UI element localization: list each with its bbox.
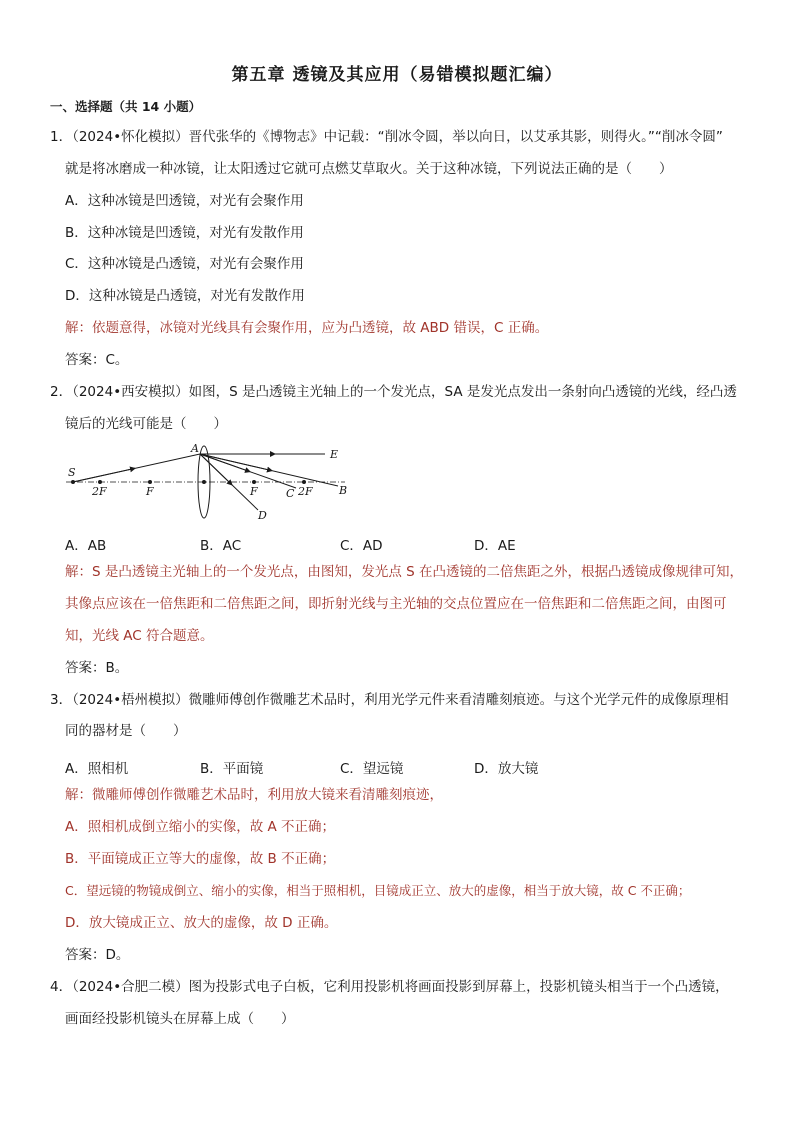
option-b: B．平面镜 [200, 761, 264, 777]
solution-line: 其像点应该在一倍焦距和二倍焦距之间，即折射光线与主光轴的交点位置应在一倍焦距和二倍焦距之间，由图可 [65, 596, 727, 612]
option-a: A．这种冰镜是凹透镜，对光有会聚作用 [65, 193, 304, 209]
option-d: D．AE [474, 538, 516, 554]
question-stem-line: 4．（2024•合肥二模）图为投影式电子白板，它利用投影机将画面投影到屏幕上，投影机镜头相当于一个凸透镜， [50, 979, 729, 995]
section-heading: 一、选择题（共 14 小题） [50, 99, 202, 114]
solution-line: A．照相机成倒立缩小的实像，故 A 不正确； [65, 819, 336, 835]
option-c: C．AD [340, 538, 383, 554]
solution-line: 解：依题意得，冰镜对光线具有会聚作用，应为凸透镜，故 ABD 错误，C 正确。 [65, 320, 549, 336]
label-a: A [191, 442, 199, 455]
option-c: C．望远镜 [340, 761, 404, 777]
solution-line: 知，光线 AC 符合题意。 [65, 628, 214, 644]
label-2f-left: 2F [92, 485, 107, 498]
solution-line: D．放大镜成正立、放大的虚像，故 D 正确。 [65, 915, 338, 931]
ray-ab-arrow [200, 454, 272, 471]
option-d: D．这种冰镜是凸透镜，对光有发散作用 [65, 288, 305, 304]
answer-line: 答案：C。 [65, 352, 129, 368]
option-b: B．这种冰镜是凹透镜，对光有发散作用 [65, 225, 304, 241]
answer-line: 答案：D。 [65, 947, 130, 963]
option-b: B．AC [200, 538, 242, 554]
question-stem-line: 镜后的光线可能是（ ） [65, 416, 227, 432]
label-e: E [330, 448, 339, 461]
answer-line: 答案：B。 [65, 660, 129, 676]
solution-line: C．望远镜的物镜成倒立、缩小的实像，相当于照相机，目镜成正立、放大的虚像，相当于放大镜，故 C 不正确； [65, 883, 691, 898]
solution-line: 解：微雕师傅创作微雕艺术品时，利用放大镜来看清雕刻痕迹， [65, 787, 443, 803]
lens-center-dot [202, 480, 206, 484]
question-stem-line: 2．（2024•西安模拟）如图，S 是凸透镜主光轴上的一个发光点，SA 是发光点发出一条射向凸透镜的光线，经凸透 [50, 384, 737, 400]
point-2f-left-dot [98, 480, 102, 484]
solution-line: B．平面镜成正立等大的虚像，故 B 不正确； [65, 851, 336, 867]
point-2f-right-dot [302, 480, 306, 484]
label-c: C [286, 487, 295, 500]
question-stem-line: 1．（2024•怀化模拟）晋代张华的《博物志》中记载：“削冰令圆，举以向日，以艾承其影，则得火。”“削冰令圆” [50, 129, 723, 145]
option-a: A．照相机 [65, 761, 129, 777]
options-row [65, 757, 685, 777]
label-f-left: F [146, 485, 154, 498]
label-2f-right: 2F [298, 485, 313, 498]
question-stem-line: 就是将冰磨成一种冰镜，让太阳透过它就可点燃艾草取火。关于这种冰镜，下列说法正确的是（ ） [65, 161, 673, 177]
ray-ac-arrow [200, 454, 250, 472]
point-f-left-dot [148, 480, 152, 484]
options-row [65, 534, 685, 554]
question-stem-line: 画面经投影机镜头在屏幕上成（ ） [65, 1011, 295, 1027]
point-f-right-dot [252, 480, 256, 484]
lens-ray-diagram [60, 440, 360, 522]
question-stem-line: 同的器材是（ ） [65, 723, 187, 739]
label-b: B [339, 484, 348, 497]
option-a: A．AB [65, 538, 107, 554]
label-s: S [68, 466, 76, 479]
page-title: 第五章 透镜及其应用（易错模拟题汇编） [231, 65, 563, 85]
option-d: D．放大镜 [474, 761, 539, 777]
label-d: D [258, 509, 267, 522]
option-c: C．这种冰镜是凸透镜，对光有会聚作用 [65, 256, 304, 272]
label-f-right: F [250, 485, 258, 498]
ray-sa-arrow [73, 468, 135, 482]
solution-line: 解：S 是凸透镜主光轴上的一个发光点，由图知，发光点 S 在凸透镜的二倍焦距之外，根据凸透镜成像规律可知， [65, 564, 744, 580]
question-stem-line: 3．（2024•梧州模拟）微雕师傅创作微雕艺术品时，利用光学元件来看清雕刻痕迹。与这个光学元件的成像原理相 [50, 692, 729, 708]
